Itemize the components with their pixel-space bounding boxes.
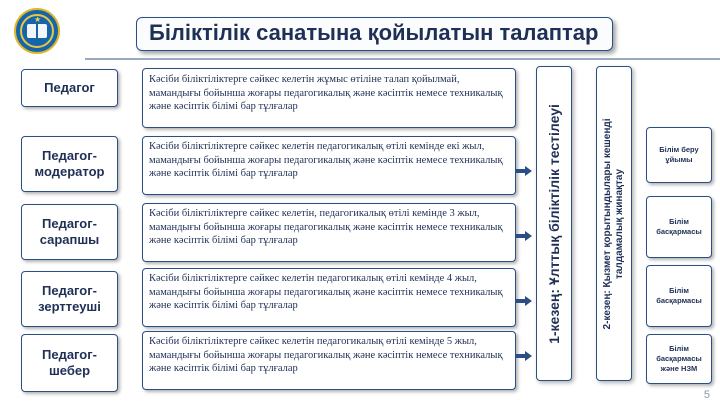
requirement-text: Кәсіби біліктіліктерге сәйкес келетін жұмыс өтіліне талап қойылмай, мамандығы бойынша жоғары педагогикалық және кәсіптік немесе техникалық және кәсіптік білімі бар тұлғалар xyxy=(149,74,503,112)
arrow-right-icon xyxy=(516,351,532,361)
ministry-seal-icon xyxy=(14,8,60,54)
arrow-right-icon xyxy=(516,166,532,176)
requirement-box xyxy=(142,203,516,262)
page-title: Біліктілік санатына қойылатын талаптар xyxy=(149,20,599,45)
stage-2-label-line: талдамалық жинақтау xyxy=(614,168,625,279)
requirement-box xyxy=(142,331,516,390)
category-pedagog-zertteushi xyxy=(21,271,118,327)
requirement-text: Кәсіби біліктіліктерге сәйкес келетін педагогикалық өтілі кемінде екі жыл, мамандығы бойынша жоғары педагогикалық және кәсіптік немесе техникалық және кәсіптік білімі бар тұлғалар xyxy=(149,141,503,179)
category-pedagog-sheber xyxy=(21,334,118,392)
category-pedagog-sarapshy xyxy=(21,204,118,260)
category-label: Педагог-зерттеуші xyxy=(38,283,101,314)
requirement-box xyxy=(142,68,516,128)
requirement-box xyxy=(142,136,516,195)
page-number: 5 xyxy=(703,389,710,401)
arrow-right-icon xyxy=(516,231,532,241)
result-box xyxy=(646,196,712,258)
stage-2-label-line: 2-кезең: Қызмет қорытындылары кешенді xyxy=(602,118,613,329)
page-title-box xyxy=(136,17,613,51)
stage-2-box xyxy=(596,66,632,381)
result-box xyxy=(646,127,712,183)
requirement-text: Кәсіби біліктіліктерге сәйкес келетін педагогикалық өтілі кемінде 4 жыл, мамандығы бойынша жоғары педагогикалық және кәсіптік немесе техникалық және кәсіптік білімі бар тұлғалар xyxy=(149,273,503,311)
category-pedagog xyxy=(21,69,118,107)
result-label: Білім басқармасы және НЗМ xyxy=(656,344,702,373)
category-label: Педагог-модератор xyxy=(34,148,105,179)
requirement-box xyxy=(142,268,516,327)
title-divider xyxy=(85,58,720,60)
result-box xyxy=(646,334,712,384)
stage-1-box xyxy=(536,66,572,381)
category-label: Педагог xyxy=(44,80,95,95)
open-book-icon xyxy=(27,24,47,38)
result-label: Білім беру ұйымы xyxy=(659,145,699,164)
stage-1-label: 1-кезең: Ұлттық біліктілік тестілеуі xyxy=(546,103,562,344)
star-icon: ★ xyxy=(34,15,42,24)
category-label: Педагог-сарапшы xyxy=(39,216,100,247)
arrow-right-icon xyxy=(516,296,532,306)
category-label: Педагог-шебер xyxy=(42,347,97,378)
result-label: Білім басқармасы xyxy=(656,286,702,305)
category-pedagog-moderator xyxy=(21,136,118,192)
requirement-text: Кәсіби біліктіліктерге сәйкес келетін, педагогикалық өтілі кемінде 3 жыл, мамандығы бойынша жоғары педагогикалық және кәсіптік немесе техникалық және кәсіптік білімі бар тұлғалар xyxy=(149,208,503,246)
requirement-text: Кәсіби біліктіліктерге сәйкес келетін педагогикалық өтілі кемінде 5 жыл, мамандығы бойынша жоғары педагогикалық және кәсіптік немесе техникалық және кәсіптік білімі бар тұлғалар xyxy=(149,336,503,374)
result-box xyxy=(646,265,712,327)
stage-2-label xyxy=(602,118,626,329)
result-label: Білім басқармасы xyxy=(656,217,702,236)
